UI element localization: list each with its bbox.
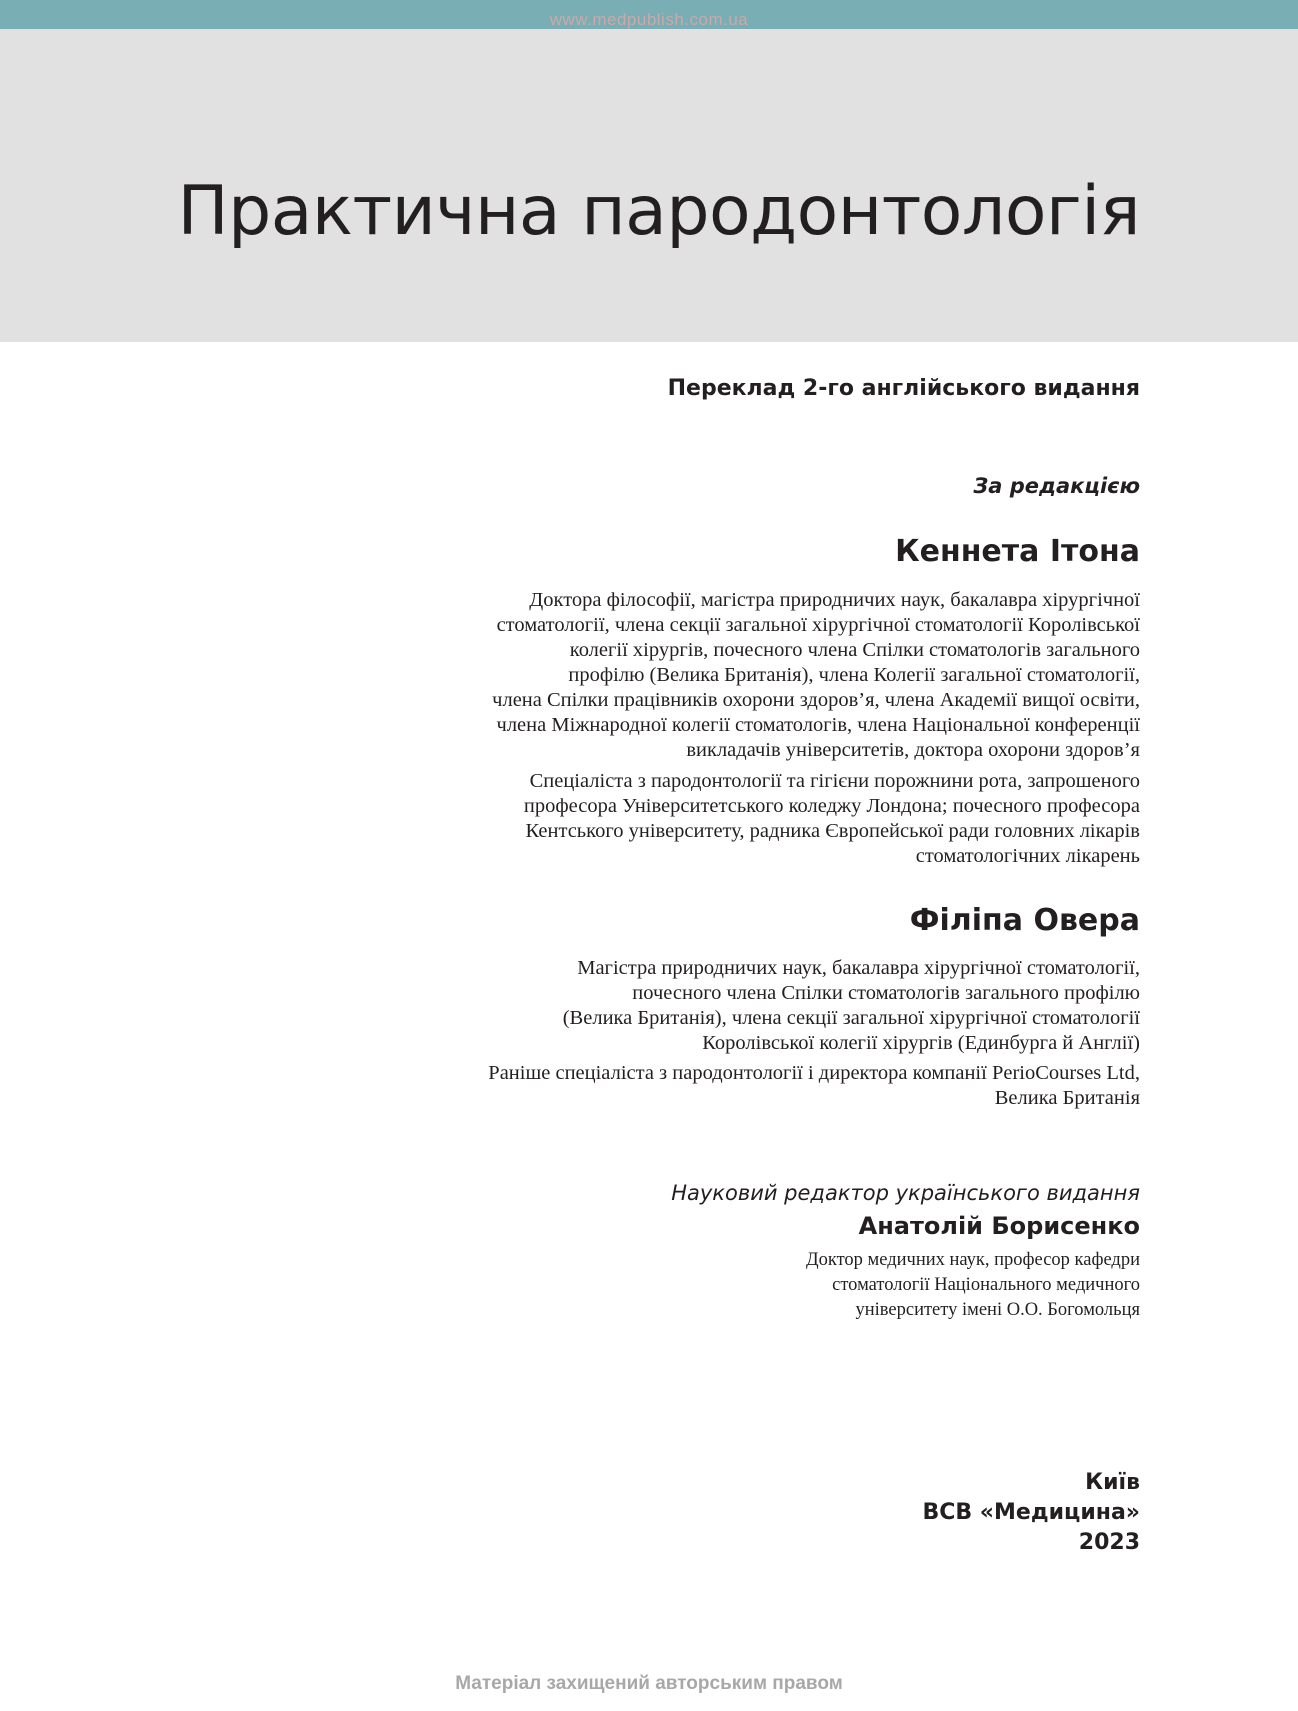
credential-line: стоматологічних лікарень bbox=[915, 845, 1140, 867]
credential-line: Доктора філософії, магістра природничих наук, бакалавра хірургічної bbox=[529, 589, 1140, 611]
credential-line: Королівської колегії хірургів (Единбурга й Англії) bbox=[702, 1032, 1140, 1054]
credential-line: стоматології, члена секції загальної хірургічної стоматології Королівської bbox=[496, 614, 1140, 636]
credential-line: Кентського університету, радника Європейської ради головних лікарів bbox=[525, 820, 1140, 842]
credential-line: почесного члена Спілки стоматологів загального профілю bbox=[632, 982, 1140, 1004]
credential-line: Велика Британія bbox=[994, 1087, 1140, 1109]
top-watermark: www.medpublish.com.ua bbox=[549, 10, 749, 29]
credential-line: Спеціаліста з пародонтології та гігієни порожнини рота, запрошеного bbox=[529, 770, 1140, 792]
credential-line: (Велика Британія), члена секції загальної хірургічної стоматології bbox=[562, 1007, 1140, 1029]
scientific-editor-credentials bbox=[806, 1248, 1140, 1323]
imprint-city: Київ bbox=[1085, 1470, 1140, 1495]
credential-line: Доктор медичних наук, професор кафедри bbox=[805, 1250, 1140, 1270]
copyright-watermark: Матеріал захищений авторським правом bbox=[455, 1673, 843, 1694]
book-title: Практична пародонтологія bbox=[177, 172, 1140, 251]
scientific-editor-name: Анатолій Борисенко bbox=[858, 1212, 1140, 1240]
credential-line: університету імені О.О. Богомольця bbox=[855, 1300, 1140, 1320]
author1-credentials-primary bbox=[492, 588, 1140, 763]
author1-credentials-secondary bbox=[524, 769, 1140, 869]
credential-line: колегії хірургів, почесного члена Спілки стоматологів загального bbox=[569, 639, 1140, 661]
scientific-editor-label: Науковий редактор українського видання bbox=[671, 1181, 1140, 1205]
credential-line: члена Спілки працівників охорони здоров’я, члена Академії вищої освіти, bbox=[492, 689, 1140, 711]
credential-line: Раніше спеціаліста з пародонтології і директора компанії PerioCourses Ltd, bbox=[488, 1062, 1140, 1084]
imprint-year: 2023 bbox=[1078, 1530, 1140, 1555]
author2-name: Філіпа Овера bbox=[909, 903, 1140, 938]
credential-line: стоматології Національного медичного bbox=[832, 1275, 1140, 1295]
imprint bbox=[922, 1468, 1140, 1558]
author1-name: Кеннета Ітона bbox=[895, 534, 1140, 569]
credential-line: профілю (Велика Британія), члена Колегії загальної стоматології, bbox=[568, 664, 1140, 686]
credential-line: професора Університетського коледжу Лондона; почесного професора bbox=[523, 795, 1140, 817]
edition-subtitle: Переклад 2-го англійського видання bbox=[667, 376, 1140, 401]
author2-credentials-secondary bbox=[488, 1061, 1140, 1111]
author2-credentials-primary bbox=[563, 956, 1140, 1056]
edited-by-label: За редакцією bbox=[973, 474, 1140, 498]
imprint-publisher: ВСВ «Медицина» bbox=[922, 1500, 1140, 1525]
credential-line: Магістра природничих наук, бакалавра хірургічної стоматології, bbox=[577, 957, 1140, 979]
credential-line: викладачів університетів, доктора охорони здоров’я bbox=[686, 739, 1140, 761]
credential-line: члена Міжнародної колегії стоматологів, члена Національної конференції bbox=[496, 714, 1140, 736]
